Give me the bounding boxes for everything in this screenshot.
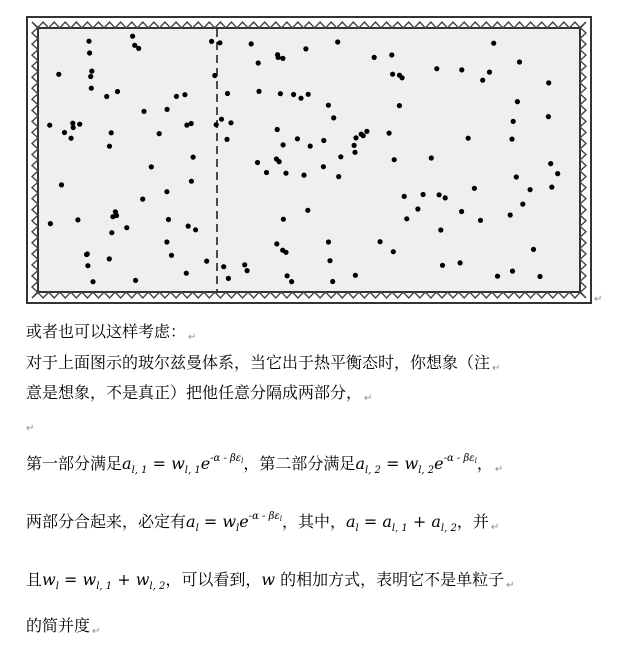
paragraph-4 <box>26 512 499 538</box>
particle-dot <box>274 241 279 246</box>
particle-dot <box>256 60 261 65</box>
particle-dot <box>264 170 269 175</box>
paragraph-mark: ↵ <box>494 464 504 475</box>
symbol-w: w <box>261 570 276 589</box>
particle-dot <box>77 122 82 127</box>
paragraph-4-text-1: 两部分合起来，必定有 <box>26 512 187 531</box>
particle-dot <box>495 274 500 279</box>
particle-dot <box>285 273 290 278</box>
particle-dot <box>392 157 397 162</box>
particle-dot <box>291 92 296 97</box>
paragraph-6 <box>26 616 100 642</box>
particle-dot <box>62 130 67 135</box>
figure-paragraph-mark: ↵ <box>594 294 603 305</box>
particle-dot <box>359 132 364 137</box>
particle-dot <box>321 138 326 143</box>
particle-dot <box>225 91 230 96</box>
paragraph-4-end: ，并 <box>456 512 489 531</box>
particle-dot <box>89 86 94 91</box>
particle-dot <box>402 194 407 199</box>
particle-dot <box>281 217 286 222</box>
particle-dot <box>90 279 95 284</box>
particle-dot <box>276 55 281 60</box>
particle-dot <box>165 107 170 112</box>
particle-dot <box>458 260 463 265</box>
equation-part-two: $a_{l, 2} = w_{l, 2}e^{-\alpha - \beta\varepsilon_l}$ <box>355 453 477 476</box>
particle-dot <box>191 155 196 160</box>
particle-dot <box>548 161 553 166</box>
particle-dot <box>256 89 261 94</box>
particle-dot <box>224 137 229 142</box>
particle-dot <box>212 73 217 78</box>
particle-dot <box>283 171 288 176</box>
particle-dot <box>140 197 145 202</box>
particle-dot <box>331 115 336 120</box>
paragraph-5-text-1: 且 <box>26 570 43 589</box>
particle-dot <box>48 221 53 226</box>
particle-dot <box>515 99 520 104</box>
paragraph-mark: ↵ <box>490 522 500 533</box>
particle-dot <box>321 164 326 169</box>
particle-dot <box>301 173 306 178</box>
particle-dot <box>280 248 285 253</box>
particle-dot <box>421 192 426 197</box>
particle-dot <box>306 92 311 97</box>
particle-dot <box>89 69 94 74</box>
particle-dot <box>437 192 442 197</box>
paragraph-2-text-a: 对于上面图示的玻尔兹曼体系，当它出于热平衡态时，你想象（注 <box>26 353 491 372</box>
particle-dot <box>59 182 64 187</box>
equation-sum-w: $w_l = w_{l, 1} + w_{l, 2}$ <box>42 570 166 592</box>
particle-dot <box>353 273 358 278</box>
particle-dot <box>289 279 294 284</box>
particle-dot <box>429 155 434 160</box>
particle-dot <box>372 55 377 60</box>
particle-dot <box>478 218 483 223</box>
particle-dot <box>459 209 464 214</box>
particle-dot <box>86 39 91 44</box>
particle-dot <box>278 91 283 96</box>
particle-dot <box>281 142 286 147</box>
particle-dot <box>164 239 169 244</box>
particle-dot <box>109 130 114 135</box>
particle-dot <box>228 120 233 125</box>
particle-dot <box>528 187 533 192</box>
paragraph-5-text-3: 的相加方式，表明它不是单粒子 <box>275 570 505 589</box>
particle-dot <box>104 94 109 99</box>
particle-dot <box>443 195 448 200</box>
paragraph-3-text-2: ，第二部分满足 <box>243 454 356 473</box>
particle-dot <box>133 278 138 283</box>
particle-dot <box>87 50 92 55</box>
particle-dot <box>438 227 443 232</box>
particle-dot <box>531 247 536 252</box>
equation-combined: $a_l = w_le^{-\alpha - \beta\varepsilon_l}$ <box>186 511 282 534</box>
paragraph-5 <box>26 570 515 596</box>
particle-dot <box>391 249 396 254</box>
particle-dot <box>308 144 313 149</box>
particle-dot <box>511 119 516 124</box>
particle-dot <box>546 80 551 85</box>
paragraph-2-line-2 <box>26 383 372 409</box>
particle-dot <box>184 271 189 276</box>
particle-dot <box>275 127 280 132</box>
particle-dot <box>378 239 383 244</box>
particle-dot <box>255 160 260 165</box>
particle-dot <box>509 137 514 142</box>
particle-dot <box>491 41 496 46</box>
particle-dot <box>130 34 135 39</box>
particle-dot <box>56 72 61 77</box>
particle-dot <box>75 217 80 222</box>
particle-dot <box>389 52 394 57</box>
particle-dot <box>517 59 522 64</box>
particle-dot <box>352 143 357 148</box>
particle-dot <box>107 256 112 261</box>
paragraph-3 <box>26 454 503 480</box>
particle-dot <box>459 67 464 72</box>
particle-dot <box>487 70 492 75</box>
particle-dot <box>520 202 525 207</box>
particle-dot <box>514 174 519 179</box>
particle-dot <box>157 131 162 136</box>
particle-dot <box>182 92 187 97</box>
particle-dot <box>326 239 331 244</box>
paragraph-mark: ↵ <box>492 363 501 374</box>
particle-dot <box>169 253 174 258</box>
particle-dot <box>508 212 513 217</box>
particle-dot <box>480 78 485 83</box>
paragraph-mark: ↵ <box>364 393 373 404</box>
paragraph-mark: ↵ <box>92 626 101 637</box>
particle-dot <box>189 179 194 184</box>
particle-dot <box>209 39 214 44</box>
particle-dot <box>221 264 226 269</box>
particle-dot <box>546 114 551 119</box>
particle-dot <box>353 135 358 140</box>
paragraph-mark: ↵ <box>506 580 515 591</box>
paragraph-2-line-1 <box>26 353 500 379</box>
particle-dot <box>305 208 310 213</box>
particle-dot <box>397 103 402 108</box>
particle-dot <box>390 72 395 77</box>
paragraph-3-end: ， <box>476 454 493 473</box>
particle-dot <box>510 269 515 274</box>
particle-box-diagram <box>26 16 592 304</box>
equation-part-one: $a_{l, 1} = w_{l, 1}e^{-\alpha - \beta\varepsilon_l}$ <box>122 453 244 476</box>
particle-dot <box>400 75 405 80</box>
particle-dot <box>330 279 335 284</box>
particle-dot <box>132 43 137 48</box>
particle-dot <box>327 258 332 263</box>
particle-dot <box>70 121 75 126</box>
particle-dot <box>303 46 308 51</box>
particle-dot <box>274 156 279 161</box>
particle-dot <box>537 274 542 279</box>
particle-dot <box>326 103 331 108</box>
particle-dot <box>226 276 231 281</box>
particle-dot <box>434 66 439 71</box>
particle-dot <box>245 268 250 273</box>
particle-dot <box>186 224 191 229</box>
particle-dot <box>387 131 392 136</box>
particle-dot <box>440 263 445 268</box>
particle-dot <box>219 117 224 122</box>
paragraph-6-text: 的简并度 <box>26 616 91 635</box>
equation-sum-a: $a_l = a_{l, 1} + a_{l, 2}$ <box>346 512 457 534</box>
particle-dot <box>249 41 254 46</box>
particle-dot <box>109 230 114 235</box>
particle-dot <box>466 136 471 141</box>
paragraph-mark: ↵ <box>26 423 35 434</box>
paragraph-mark: ↵ <box>188 332 197 343</box>
particle-dot <box>174 94 179 99</box>
inner-chamber <box>38 28 580 292</box>
particle-dot <box>472 186 477 191</box>
particle-dot <box>298 96 303 101</box>
paragraph-1 <box>26 322 196 348</box>
particle-dot <box>242 262 247 267</box>
particle-dot <box>364 129 369 134</box>
particle-dot <box>164 189 169 194</box>
particle-dot <box>415 206 420 211</box>
paragraph-5-text-2: ，可以看到， <box>165 570 262 589</box>
particle-dot <box>193 227 198 232</box>
paragraph-4-text-2: ，其中， <box>281 512 346 531</box>
particle-dot <box>549 185 554 190</box>
particle-dot <box>113 209 118 214</box>
particle-dot <box>149 164 154 169</box>
particle-dot <box>85 263 90 268</box>
particle-dot <box>352 150 357 155</box>
particle-dot <box>84 252 89 257</box>
particle-dot <box>115 89 120 94</box>
particle-dot <box>141 109 146 114</box>
particle-dot <box>47 123 52 128</box>
particle-dot <box>404 216 409 221</box>
particle-dot <box>124 225 129 230</box>
particle-dot <box>166 217 171 222</box>
paragraph-2-text-b: 意是想象，不是真正）把他任意分隔成两部分， <box>26 383 363 402</box>
particle-dot <box>204 259 209 264</box>
particle-dot <box>335 39 340 44</box>
paragraph-3-text-1: 第一部分满足 <box>26 454 123 473</box>
particle-dot <box>555 171 560 176</box>
particle-dot <box>338 154 343 159</box>
particle-dot <box>217 40 222 45</box>
empty-paragraph <box>26 413 34 439</box>
particle-dot <box>214 122 219 127</box>
particle-dot <box>336 174 341 179</box>
particle-dot <box>295 136 300 141</box>
particle-dot <box>69 136 74 141</box>
paragraph-1-text: 或者也可以这样考虑： <box>26 322 187 341</box>
particle-dot <box>88 74 93 79</box>
particle-dot <box>280 56 285 61</box>
particle-dot <box>189 121 194 126</box>
particle-dot <box>107 144 112 149</box>
